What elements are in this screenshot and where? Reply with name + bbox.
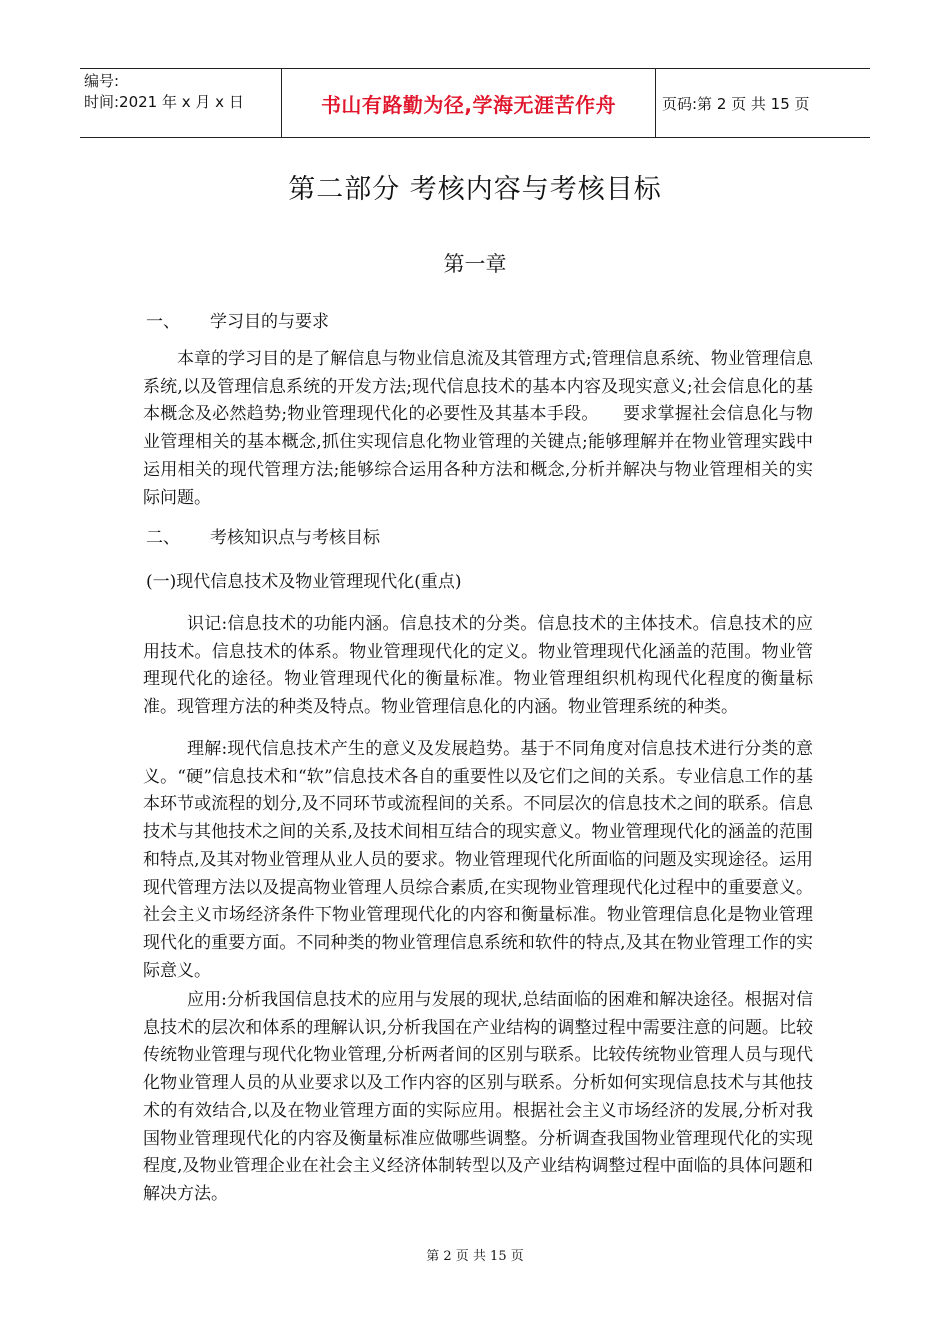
apply-paragraph: 应用:分析我国信息技术的应用与发展的现状,总结面临的困难和解决途径。根据对信息技术的层次和体系的理解认识,分析我国在产业结构的调整过程中需要注意的问题。比较传统物业管理与现代化物业管理,分析两者间的区别与联系。比较传统物业管理人员与现代化物业管理人员的从业要求以及工作内容的区别与联系。分析如何实现信息技术与其他技术的有效结合,以及在物业管理方面的实际应用。根据社会主义市场经济的发展,分析对我国物业管理现代化的内容及衡量标准应做哪些调整。分析调查我国物业管理现代化的实现程度,及物业管理企业在社会主义经济体制转型以及产业结构调整过程中面临的具体问题和解决方法。 [143,990,813,1204]
intro-paragraph [143,346,813,512]
section-heading-1 [146,307,329,332]
section-number: 二、 [146,528,180,548]
chapter-heading: 第一章 [443,252,507,276]
intro-part-2: 要求掌握社会信息化与物业管理相关的基本概念,抓住实现信息化物业管理的关键点;能够理解并在物业管理实践中运用相关的现代管理方法;能够综合运用各种方法和概念,分析并解决与物业管理相关的实际问题。 [143,404,813,508]
section-title: 考核知识点与考核目标 [210,528,380,548]
header-page-info: 页码:第 2 页 共 15 页 [662,94,810,113]
date-label: 时间:2021 年 x 月 x 日 [84,93,244,111]
header-motto: 书山有路勤为径,学海无涯苦作舟 [282,69,656,137]
recall-paragraph: 识记:信息技术的功能内涵。信息技术的分类。信息技术的主体技术。信息技术的应用技术。信息技术的体系。物业管理现代化的定义。物业管理现代化涵盖的范围。物业管理现代化的途径。物业管理现代化的衡量标准。物业管理组织机构现代化程度的衡量标准。现管理方法的种类及特点。物业管理信息化的内涵。物业管理系统的种类。 [143,614,813,718]
code-label: 编号: [84,72,120,90]
understand-paragraph: 理解:现代信息技术产生的意义及发展趋势。基于不同角度对信息技术进行分类的意义。“硬”信息技术和“软”信息技术各自的重要性以及它们之间的关系。专业信息工作的基本环节或流程的划分,及不同环节或流程间的关系。不同层次的信息技术之间的联系。信息技术与其他技术之间的关系,及技术间相互结合的现实意义。物业管理现代化的涵盖的范围和特点,及其对物业管理从业人员的要求。物业管理现代化所面临的问题及实现途径。运用现代管理方法以及提高物业管理人员综合素质,在实现物业管理现代化过程中的重要意义。社会主义市场经济条件下物业管理现代化的内容和衡量标准。物业管理信息化是物业管理现代化的重要方面。不同种类的物业管理信息系统和软件的特点,及其在物业管理工作的实际意义。 [143,739,813,981]
section-heading-2 [146,523,380,548]
intro-part-1: 本章的学习目的是了解信息与物业信息流及其管理方式;管理信息系统、物业管理信息系统,以及管理信息系统的开发方法;现代信息技术的基本内容及现实意义;社会信息化的基本概念及必然趋势;物业管理现代化的必要性及其基本手段。 [143,349,813,425]
page-header [80,68,870,138]
header-meta [80,69,282,137]
page-footer: 第 2 页 共 15 页 [426,1249,524,1264]
subsection-heading: (一)现代信息技术及物业管理现代化(重点) [146,572,462,592]
page-title: 第二部分 考核内容与考核目标 [288,174,662,205]
section-number: 一、 [146,312,180,332]
section-title: 学习目的与要求 [210,312,329,332]
